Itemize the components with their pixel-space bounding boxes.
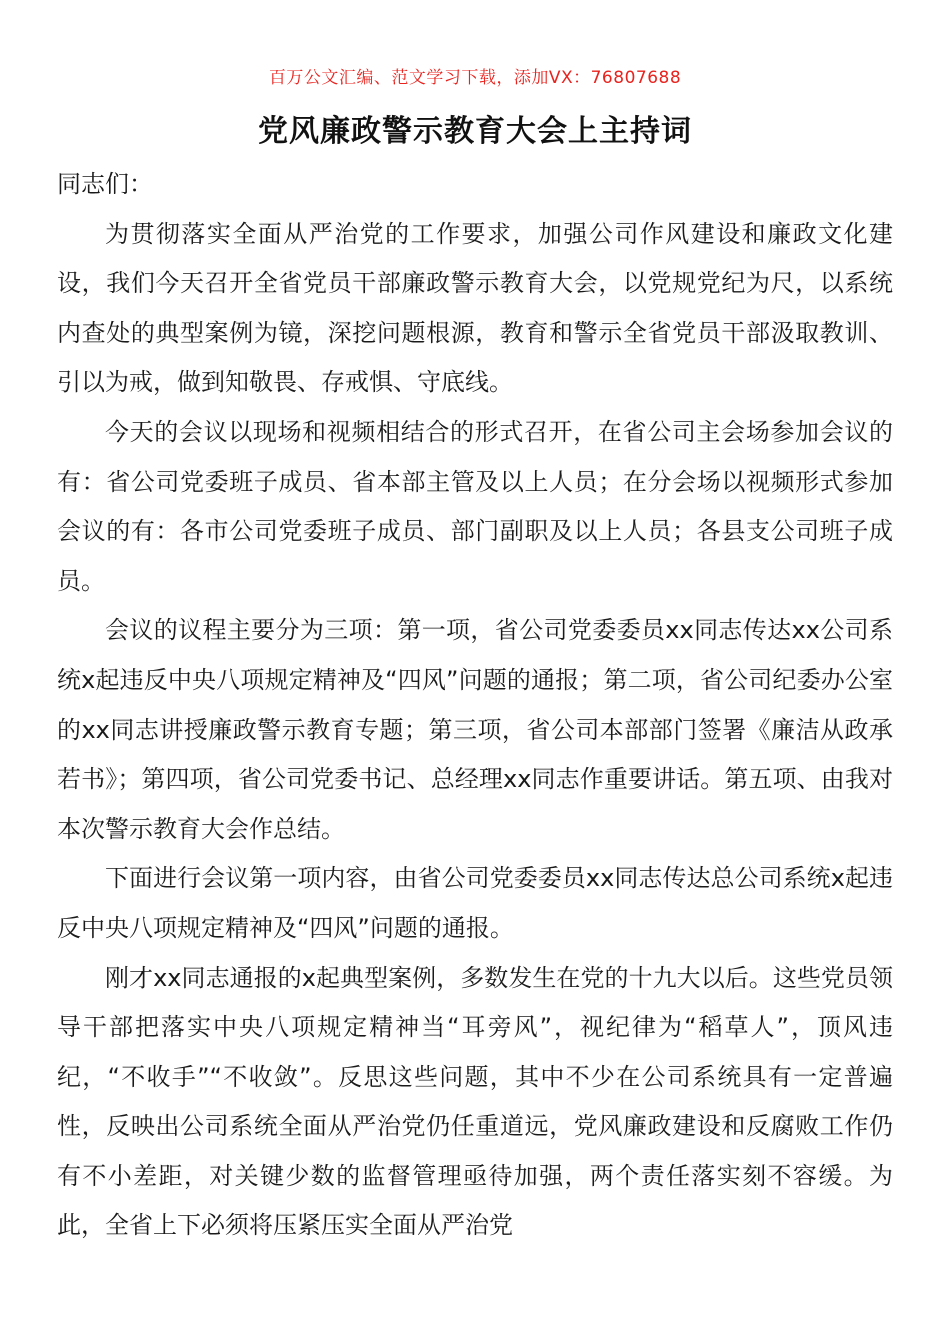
document-title: 党风廉政警示教育大会上主持词: [258, 114, 692, 149]
paragraph-3: 会议的议程主要分为三项：第一项，省公司党委委员xx同志传达xx公司系统x起违反中央八项规定精神及“四风”问题的通报；第二项，省公司纪委办公室的xx同志讲授廉政警示教育专题；第三项，省公司本部部门签署《廉洁从政承若书》；第四项，省公司党委书记、总经理xx同志作重要讲话。第五项、由我对本次警示教育大会作总结。: [57, 616, 893, 843]
header-banner: 百万公文汇编、范文学习下载，添加VX：76807688: [268, 68, 682, 88]
paragraph-4: 下面进行会议第一项内容，由省公司党委委员xx同志传达总公司系统x起违反中央八项规定精神及“四风”问题的通报。: [57, 864, 893, 942]
paragraph-5: 刚才xx同志通报的x起典型案例，多数发生在党的十九大以后。这些党员领导干部把落实中央八项规定精神当“耳旁风”，视纪律为“稻草人”，顶风违纪，“不收手”“不收敛”。反思这些问题，其中不少在公司系统具有一定普遍性，反映出公司系统全面从严治党仍任重道远，党风廉政建设和反腐败工作仍有不小差距，对关键少数的监督管理亟待加强，两个责任落实刻不容缓。为此，全省上下必须将压紧压实全面从严治党: [57, 963, 893, 1240]
document-body: [57, 160, 893, 1251]
salutation: 同志们：: [57, 170, 153, 198]
paragraph-1: 为贯彻落实全面从严治党的工作要求，加强公司作风建设和廉政文化建设，我们今天召开全省党员干部廉政警示教育大会，以党规党纪为尺，以系统内查处的典型案例为镜，深挖问题根源，教育和警示全省党员干部汲取教训、引以为戒，做到知敬畏、存戒惧、守底线。: [57, 219, 893, 397]
paragraph-2: 今天的会议以现场和视频相结合的形式召开，在省公司主会场参加会议的有：省公司党委班子成员、省本部主管及以上人员；在分会场以视频形式参加会议的有：各市公司党委班子成员、部门副职及以上人员；各县支公司班子成员。: [57, 417, 893, 595]
